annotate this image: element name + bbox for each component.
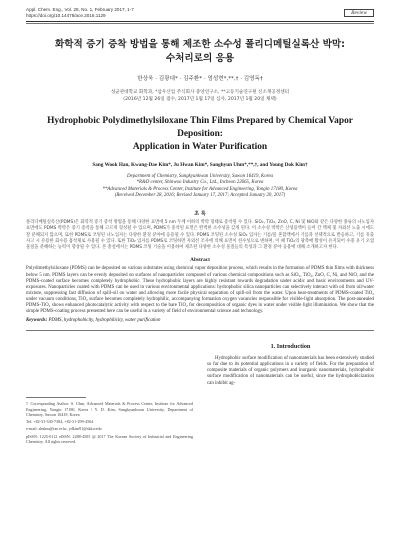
korean-abstract-heading: 초 록 [194, 210, 206, 217]
korean-title [26, 38, 374, 66]
introduction-text: Hydrophobic surface modification of nanomaterials has been extensively studied so far due to its potential applications in a variety of fields. For the preparation of composite materials of organic polymers and inorganic nanomaterials, hydrophobic surface modification of nanomaterials can be useful, since the hydrophobicization can inhibit ag- [207, 356, 374, 386]
korean-abstract-text: 폴리디메틸실록산(PDMS)은 화학적 증기 증착 방법을 통해 다양한 표면에 5 nm 두께 이하의 박막 형태로 증착될 수 있다. SiO₂, TiO₂, ZnO, C, Ni 및 NiO와 같은 다양한 종류의 나노입자 표면에도 PDMS 박막은 증기 증착을 통해 고르게 형성될 수 있으며, PDMS가 증착된 표면은 완벽한 소수성을 갖게 된다. 이 소수성 박막은 산성용액이 들어 간 액체 및 자외선 노출 시에도 잘 분해되지 않으며, 또한 PDMS로 코팅된 나노입자는 다양한 환경 분야에 응용될 수 있다. PDMS 코팅된 소수성 SiO₂ 입자는 기름/물 혼합액에서 기름과 선택적으로 반응하고, 기름 유출 사고 시 유용한 회수용 흡착제로 사용될 수 있다. 또한 TiO₂ 입자를 PDMS로 코팅하면 자외선 조사에 의해 표면이 친수성으로 변하며, 이 때 TiO₂의 광촉매 활성이 유지되어 수중 유기 오염물질을 분해하는 능력이 향상될 수 있다. 본 총설에서는 PDMS 코팅 기술을 이용하여 제조된 다양한 소수성 물질들의 특성과 그 환경 분야 응용에 대해 소개하고자 한다. [26, 219, 374, 251]
header-rule [26, 21, 374, 22]
english-abstract-text: Polydimethylsiloxane (PDMS) can be deposited on various substrates using chemical vapor deposition process, which results in the formation of PDMS thin films with thickness below 5 nm. PDMS layers can be evenly deposited on surfaces of nanoparticles composed of various chemical compositions such as SiO₂, TiO₂, ZnO, C, Ni, and NiO, and the PDMS-coated surface becomes completely hydrophobic. These hydrophobic layers are highly resistant towards degradation under acidic and basic environments and UV-exposures. Nanoparticles coated with PDMS can be used in various environmental applications: hydrophobic silica nanoparticles can selectively interact with oil from oil/water mixture, suppressing fast diffusion of spill-oil on water and allowing more facile physical separation of spill-oil from the water. Upon heat-treatments of PDMS-coated TiO₂ under vacuum conditions, TiO₂ surface becomes completely hydrophilic, accompanying formation oxygen vacancies responsible for visible-light absorption. The post-annealed PDMS-TiO₂ shows enhanced photocatalytic activity with respect to the bare TiO₂ for decomposition of organic dyes in water under visible light illumination. We show that the simple PDMS-coating process presented here can be useful in a variety of field of environmental science and technology. [26, 266, 374, 315]
right-column [207, 335, 374, 446]
issn-copyright: pISSN: 1225-0112 eISSN: 2288-4505 @ 2017 The Korean Society of Industrial and Engineering Chemistry. All rights reserved. [26, 433, 193, 444]
journal-line: Appl. Chem. Eng., Vol. 28, No. 1, February 2017, 1-7 [26, 7, 134, 12]
korean-authors: 한상욱 · 김광대* · 김주환* · 엄성현*,**,† · 김영독† [137, 76, 263, 82]
korean-title-line2: 수처리로의 응용 [165, 53, 235, 64]
english-title-line1: Hydrophobic Polydimethylsiloxane Thin Films Prepared by Chemical Vapor Deposition: [47, 115, 353, 139]
korean-affiliation [26, 90, 374, 104]
body-columns [26, 335, 374, 446]
english-authors: Sang Wook Han, Kwang-Dae Kim*, Ju Hwan Kim*, Sanghyun Uhm*,**,†, and Young Dok Kim† [92, 161, 308, 168]
korean-affiliation-line1: 성균관대학교 화학과, *삼우산업 주식회사 중앙연구소, **고등기술연구원 신소재공정센터 [110, 90, 290, 95]
article-type-badge: Review [344, 9, 374, 17]
footnotes [26, 401, 193, 444]
english-title [26, 115, 374, 154]
english-abstract-heading: Abstract [190, 257, 210, 264]
corresponding-author: † Corresponding Author: S. Uhm, Advanced Materials & Process Center, Institute for Advanced Engineering, Yongin 17180, Korea / Y. D. Kim, Sungkyunkwan University, Department of Chemistry, Suwon 16419, Korea [26, 401, 193, 417]
header-rule-thin [26, 23, 374, 24]
keywords-label: Keywords: [26, 318, 48, 324]
english-title-line2: Application in Water Purification [132, 141, 268, 152]
english-affiliation-line1: Department of Chemistry, Sungkyunkwan University, Suwon 16419, Korea [127, 173, 273, 179]
english-dates: (Received December 28, 2016; Revised January 17, 2017; Accepted January 20, 2017) [114, 193, 286, 199]
english-affiliation-line2: *R&D center, Shinwoo Industry Co., Ltd., Incheon 22665, Korea [136, 180, 264, 186]
doi-line: https://doi.org/10.14478/ace.2016.1129 [26, 13, 106, 18]
introduction-heading: 1. Introduction [270, 343, 311, 351]
left-column [26, 335, 193, 446]
contact-phone: Tel: +82-31-330-7384, +82-31-299-4564 [26, 419, 94, 425]
keywords-text: PDMS, hydrophobicity, hydrophilicity, water purification [48, 318, 161, 324]
keywords [26, 318, 374, 323]
korean-title-line1: 화학적 증기 증착 방법을 통해 제조한 소수성 폴리디메틸실록산 박막: [54, 39, 346, 50]
footnote-rule [26, 397, 86, 398]
contact-email: e-mail: shuhm@iae.re.kr, ydkim91@skku.edu [26, 426, 102, 432]
journal-header [26, 7, 374, 19]
korean-dates: (2016년 12월 26일 접수, 2017년 1월 17일 심사, 2017년 1월 20일 채택) [123, 96, 277, 102]
journal-citation [26, 7, 134, 19]
english-affiliation-line3: **Advanced Materials & Process Center, Institute for Advanced Engineering, Yongin 17180, Korea [102, 186, 298, 192]
english-affiliation [26, 174, 374, 200]
abstract-rule [26, 330, 374, 331]
